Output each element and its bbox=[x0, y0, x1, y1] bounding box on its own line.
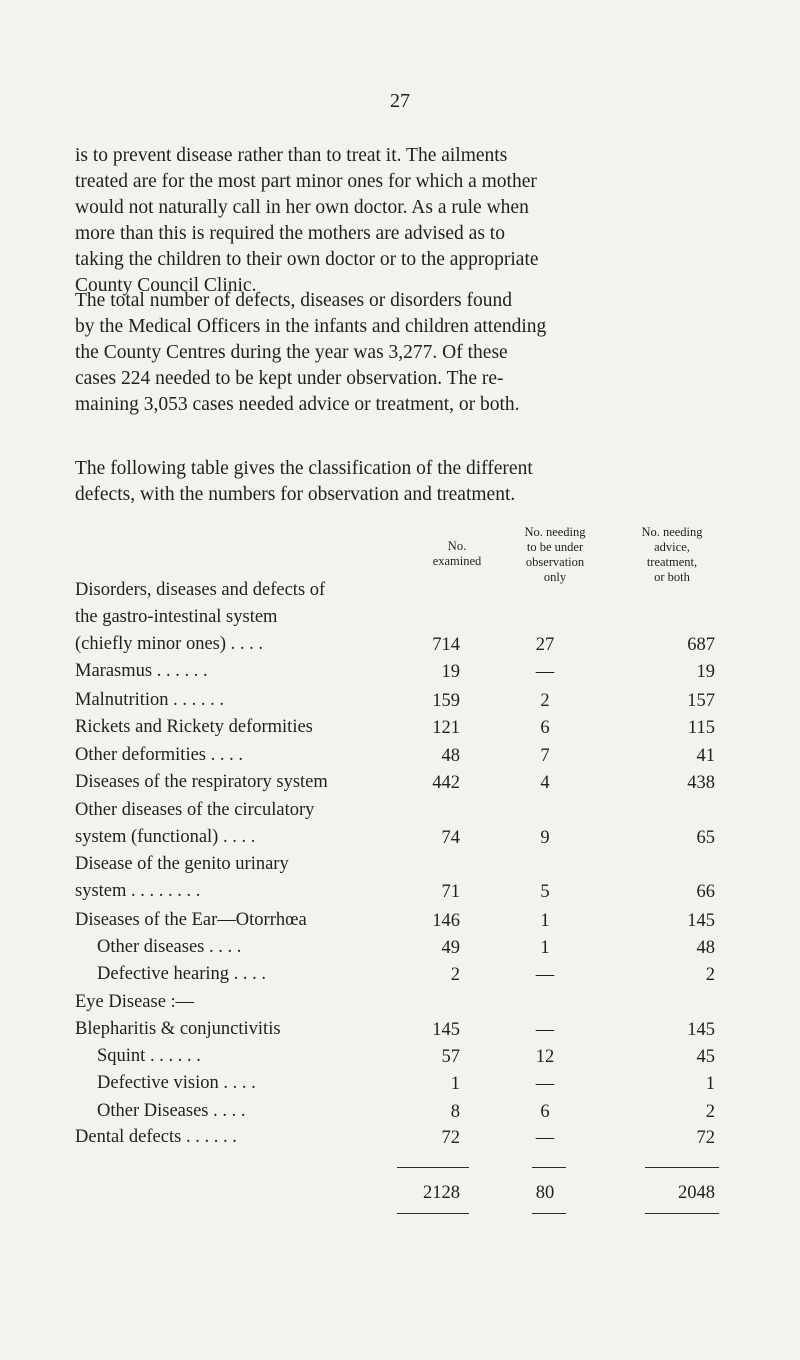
row-label: Rickets and Rickety deformities bbox=[75, 717, 313, 737]
row-label: Squint . . . . . . bbox=[97, 1046, 201, 1066]
rule-treatment-top bbox=[645, 1167, 719, 1168]
rule-treatment-bottom bbox=[645, 1213, 719, 1214]
row-label: Eye Disease :— Blepharitis & conjunctivitis bbox=[75, 992, 281, 1039]
cell-observation: 2 bbox=[540, 691, 550, 711]
rule-examined-top bbox=[397, 1167, 469, 1168]
cell-observation: — bbox=[535, 1020, 555, 1040]
row-label: Diseases of the Ear—Otorrhœa bbox=[75, 910, 307, 930]
totals-row bbox=[75, 1180, 735, 1206]
header-examined: No. examined bbox=[432, 539, 482, 568]
cell-observation: 9 bbox=[540, 828, 550, 848]
table-row bbox=[75, 989, 735, 1043]
total-treatment: 2048 bbox=[678, 1183, 715, 1203]
cell-treatment: 2 bbox=[705, 1102, 715, 1122]
row-label: Defective hearing . . . . bbox=[97, 964, 266, 984]
table-row bbox=[75, 961, 735, 988]
cell-treatment: 65 bbox=[696, 828, 715, 848]
cell-examined: 121 bbox=[432, 718, 460, 738]
cell-treatment: 72 bbox=[696, 1128, 715, 1148]
cell-examined: 19 bbox=[441, 662, 460, 682]
row-label: Defective vision . . . . bbox=[97, 1073, 256, 1093]
paragraph-3: The following table gives the classification of the different defects, with the numbers for observation and treatment. bbox=[75, 458, 533, 505]
cell-examined: 159 bbox=[432, 691, 460, 711]
table-row bbox=[75, 1043, 735, 1070]
cell-observation: 5 bbox=[540, 882, 550, 902]
cell-observation: 6 bbox=[540, 718, 550, 738]
row-label: Dental defects . . . . . . bbox=[75, 1127, 237, 1147]
cell-observation: — bbox=[535, 965, 555, 985]
page-number: 27 bbox=[390, 90, 410, 112]
rule-observation-bottom bbox=[532, 1213, 566, 1214]
cell-observation: — bbox=[535, 662, 555, 682]
table-row bbox=[75, 687, 735, 714]
table-row bbox=[75, 851, 735, 905]
cell-examined: 8 bbox=[450, 1102, 460, 1122]
cell-observation: — bbox=[535, 1074, 555, 1094]
cell-observation: — bbox=[535, 1128, 555, 1148]
cell-treatment: 157 bbox=[687, 691, 715, 711]
cell-treatment: 48 bbox=[696, 938, 715, 958]
table-row bbox=[75, 1098, 735, 1125]
rule-examined-bottom bbox=[397, 1213, 469, 1214]
cell-treatment: 145 bbox=[687, 911, 715, 931]
table-row bbox=[75, 1124, 735, 1151]
cell-observation: 7 bbox=[540, 746, 550, 766]
cell-examined: 71 bbox=[441, 882, 460, 902]
table-row bbox=[75, 907, 735, 934]
paragraph-2: The total number of defects, diseases or disorders found by the Medical Officers in the infants and children attending the County Centres during the year was 3,277. Of these cases 224 needed to be kept under observation. The re- maining 3,053 cases needed advice or treatment, or both. bbox=[75, 290, 547, 415]
row-label: Disease of the genito urinary system . . . . . . . . bbox=[75, 854, 289, 901]
cell-examined: 49 bbox=[441, 938, 460, 958]
cell-observation: 4 bbox=[540, 773, 550, 793]
cell-examined: 146 bbox=[432, 911, 460, 931]
row-label: Other diseases of the circulatory system (functional) . . . . bbox=[75, 800, 315, 847]
paragraph-1: is to prevent disease rather than to treat it. The ailments treated are for the most part minor ones for which a mother would not naturally call in her own doctor. As a rule when more than this is required the mothers are advised as to taking the children to their own doctor or to the appropriate County Council Clinic. bbox=[75, 145, 539, 296]
table-row bbox=[75, 797, 735, 851]
cell-treatment: 45 bbox=[696, 1047, 715, 1067]
total-observation: 80 bbox=[535, 1183, 555, 1203]
cell-examined: 74 bbox=[441, 828, 460, 848]
header-treatment: No. needing advice, treatment, or both bbox=[641, 525, 703, 584]
cell-examined: 2 bbox=[450, 965, 460, 985]
cell-treatment: 115 bbox=[687, 718, 715, 738]
cell-treatment: 19 bbox=[696, 662, 715, 682]
cell-observation: 12 bbox=[535, 1047, 555, 1067]
table-row bbox=[75, 934, 735, 961]
row-label: Marasmus . . . . . . bbox=[75, 661, 208, 681]
cell-treatment: 145 bbox=[687, 1020, 715, 1040]
row-label: Other deformities . . . . bbox=[75, 745, 243, 765]
cell-observation: 1 bbox=[540, 911, 550, 931]
row-label: Other diseases . . . . bbox=[97, 937, 242, 957]
cell-treatment: 1 bbox=[705, 1074, 715, 1094]
row-label: Disorders, diseases and defects of the gastro-intestinal system (chiefly minor ones) . . . . bbox=[75, 580, 326, 654]
table-row bbox=[75, 769, 735, 796]
cell-treatment: 66 bbox=[696, 882, 715, 902]
cell-treatment: 687 bbox=[687, 635, 715, 655]
cell-examined: 48 bbox=[441, 746, 460, 766]
cell-observation: 27 bbox=[535, 635, 555, 655]
cell-observation: 1 bbox=[540, 938, 550, 958]
table-row bbox=[75, 714, 735, 741]
cell-treatment: 438 bbox=[687, 773, 715, 793]
table-row bbox=[75, 658, 735, 685]
rule-observation-top bbox=[532, 1167, 566, 1168]
cell-examined: 442 bbox=[432, 773, 460, 793]
total-examined: 2128 bbox=[423, 1183, 460, 1203]
row-label: Other Diseases . . . . bbox=[97, 1101, 246, 1121]
row-label: Diseases of the respiratory system bbox=[75, 772, 328, 792]
table-row bbox=[75, 577, 735, 658]
cell-examined: 72 bbox=[441, 1128, 460, 1148]
cell-examined: 57 bbox=[441, 1047, 460, 1067]
cell-treatment: 41 bbox=[696, 746, 715, 766]
table-row bbox=[75, 742, 735, 769]
table-row bbox=[75, 1070, 735, 1097]
cell-examined: 145 bbox=[432, 1020, 460, 1040]
row-label: Malnutrition . . . . . . bbox=[75, 690, 225, 710]
cell-observation: 6 bbox=[540, 1102, 550, 1122]
cell-examined: 714 bbox=[432, 635, 460, 655]
cell-treatment: 2 bbox=[705, 965, 715, 985]
cell-examined: 1 bbox=[450, 1074, 460, 1094]
header-observation: No. needing to be under observation only bbox=[524, 525, 586, 584]
